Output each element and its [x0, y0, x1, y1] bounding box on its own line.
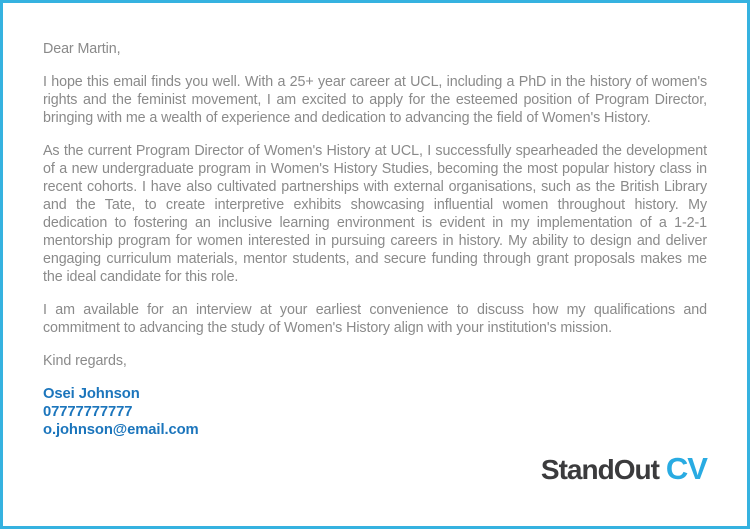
logo-text-standout: StandOut [540, 454, 659, 485]
logo-text-cv: CV [665, 451, 707, 486]
signature-email: o.johnson@email.com [43, 422, 199, 438]
signature-block [43, 385, 707, 439]
closing: Kind regards, [43, 353, 127, 369]
standout-cv-logo [541, 453, 707, 484]
letter-paragraph-experience: As the current Program Director of Women's History at UCL, I successfully spearheaded the development of a new undergraduate program in Women's History Studies, becoming the most popular history class in recent cohorts. I have also cultivated partnerships with external organisations, such as the British Library and the Tate, to create interpretive exhibits showcasing influential women throughout history. My dedication to fostering an inclusive learning environment is evident in my implementation of a 1-2-1 mentorship program for women interested in pursuing careers in history. My ability to design and deliver engaging curriculum materials, mentor students, and secure funding through grant proposals makes me the ideal candidate for this role. [43, 143, 707, 285]
signature-name: Osei Johnson [43, 386, 140, 402]
signature-phone: 07777777777 [43, 404, 133, 420]
letter-paragraph-availability: I am available for an interview at your earliest convenience to discuss how my qualifications and commitment to advancing the study of Women's History align with your institution's mission. [43, 302, 707, 336]
salutation: Dear Martin, [43, 41, 121, 57]
letter-paragraph-intro: I hope this email finds you well. With a 25+ year career at UCL, including a PhD in the history of women's rights and the feminist movement, I am excited to apply for the esteemed position of Program Director, bringing with me a wealth of experience and dedication to advancing the field of Women's History. [43, 74, 707, 126]
